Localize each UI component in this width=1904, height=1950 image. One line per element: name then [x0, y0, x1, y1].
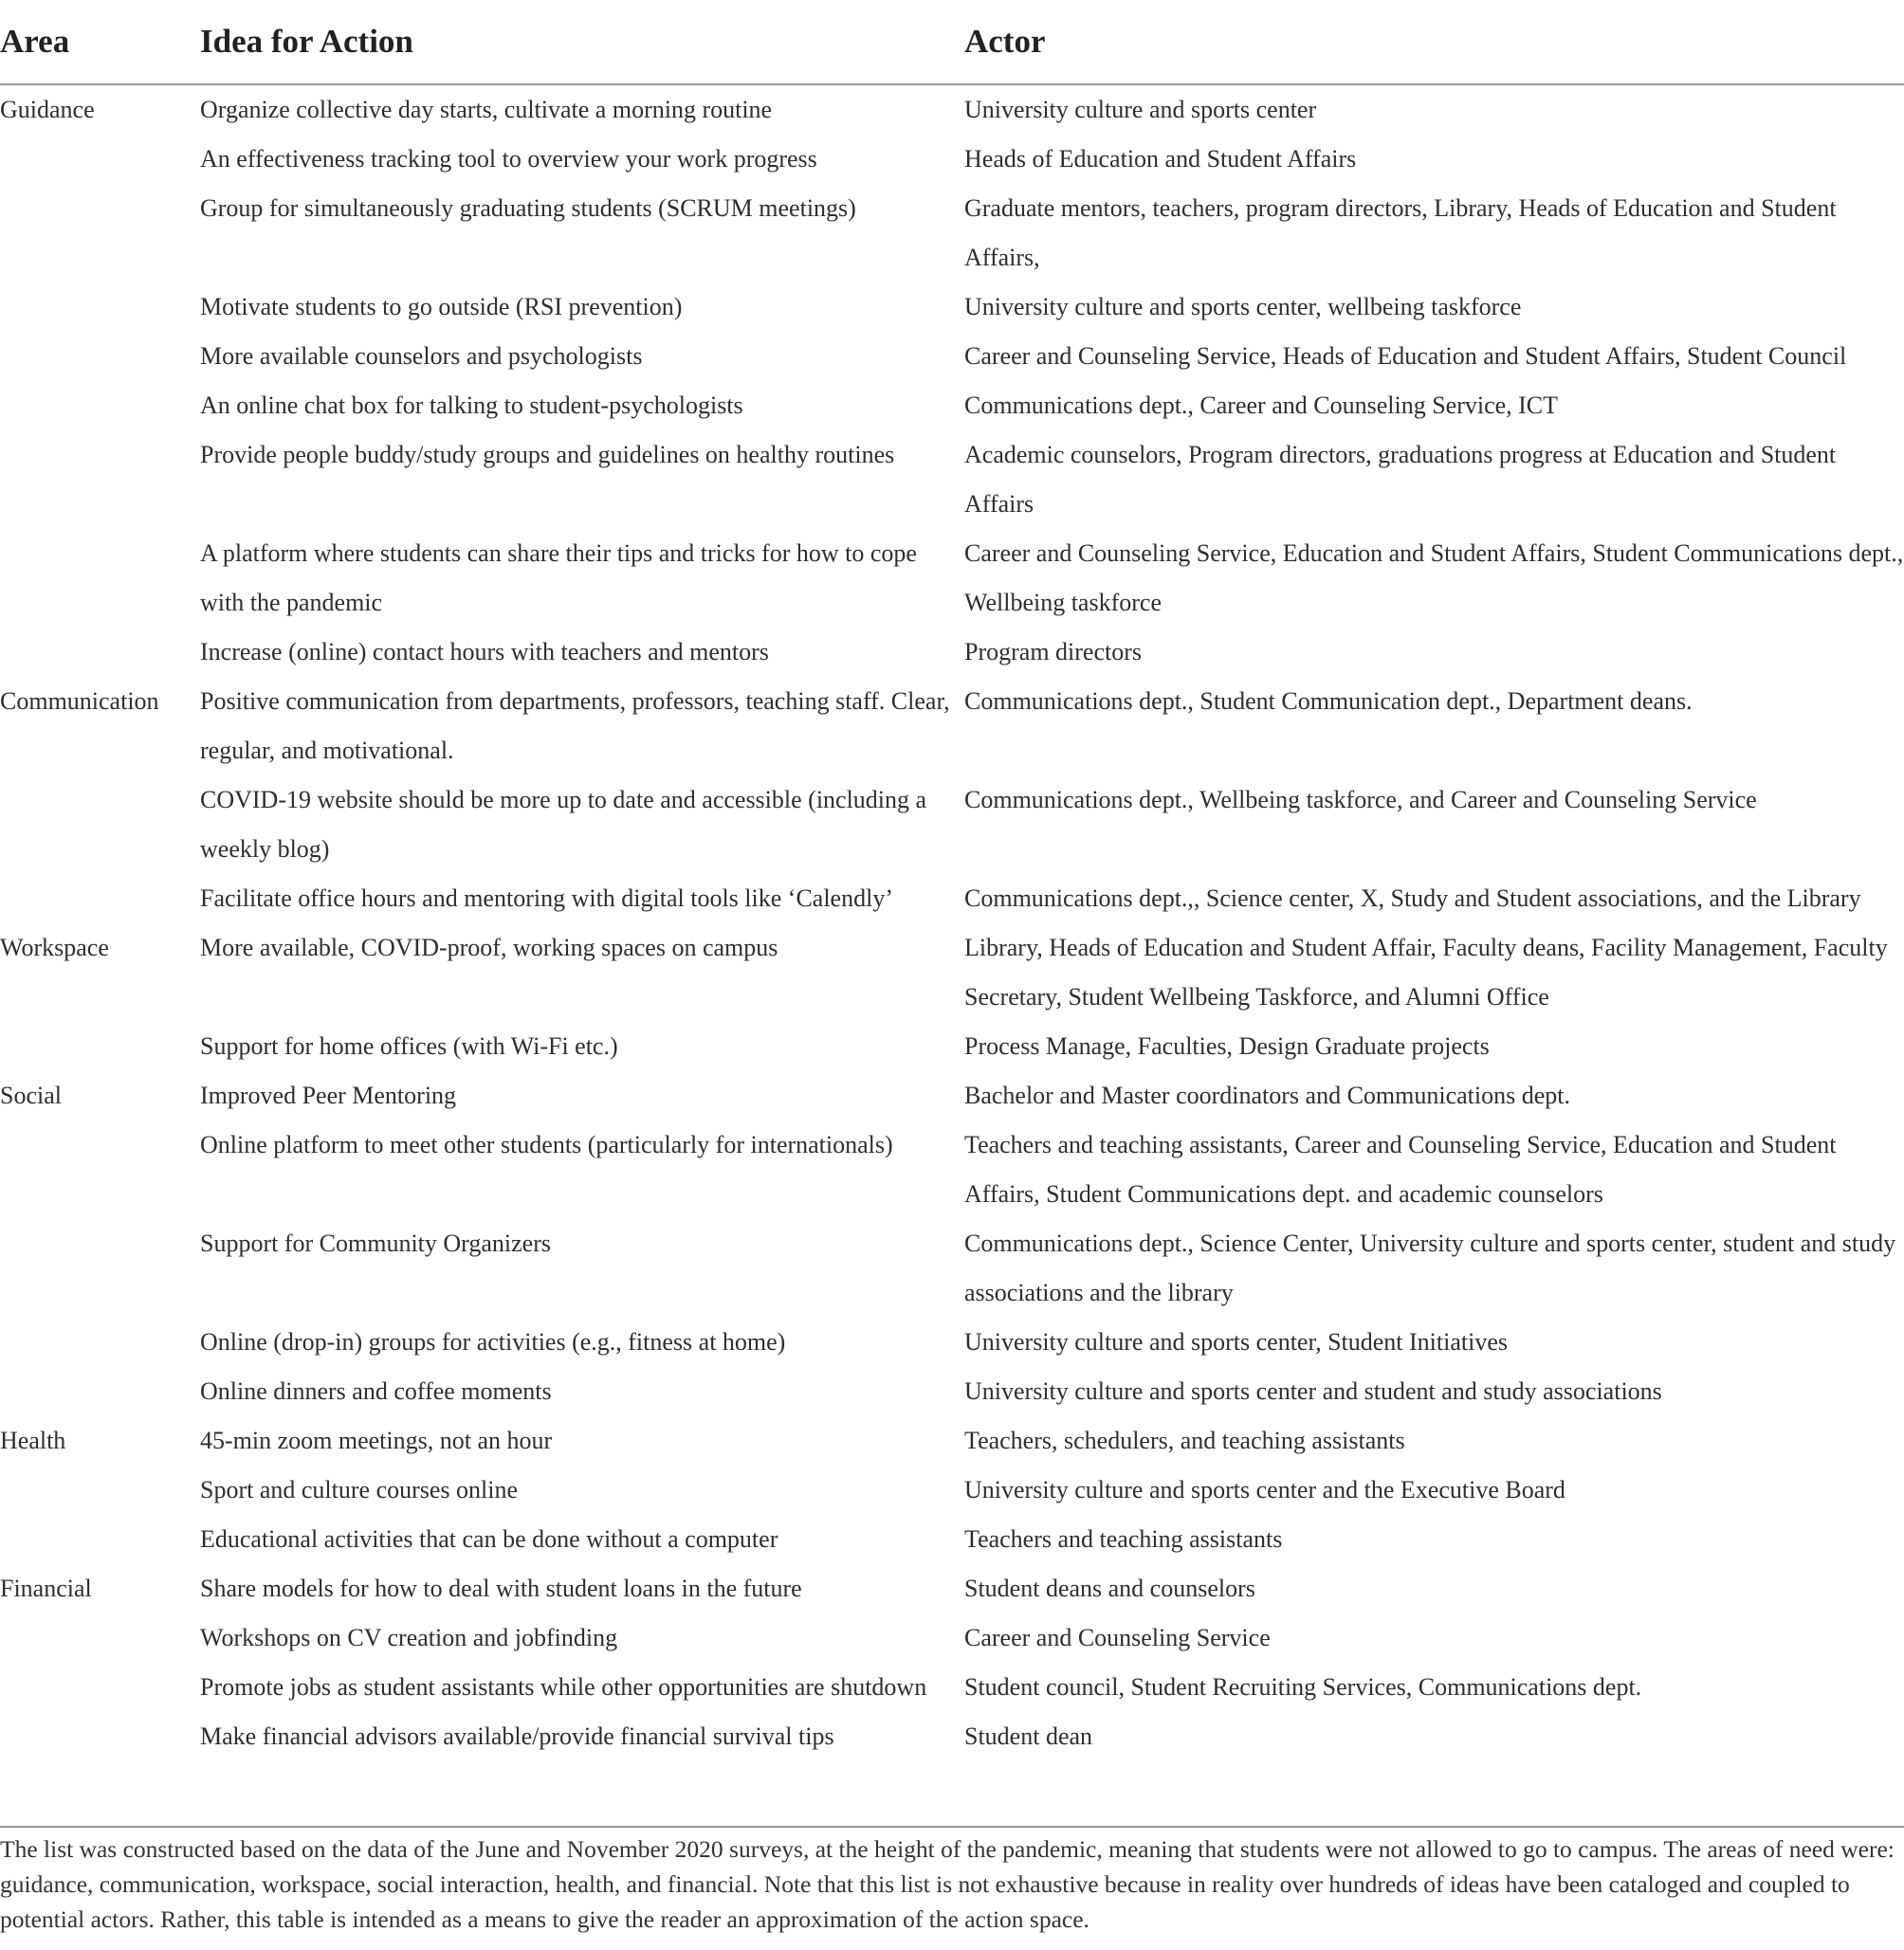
cell-area: Communication	[0, 687, 159, 715]
cell-idea: Workshops on CV creation and jobfinding	[200, 1624, 618, 1651]
table-row	[0, 332, 1904, 381]
table-footnote: The list was constructed based on the data of the June and November 2020 surveys, at the height of the pandemic, meaning that students were not allowed to go to campus. The areas of need were: guidance, communication, workspace, social interaction, health, and financial. Note that this list is not exhaustive because in reality over hundreds of ideas have been cataloged and coupled to potential actors. Rather, this table is intended as a means to give the reader an approximation of the action space.	[0, 1835, 1895, 1933]
table-row	[0, 529, 1904, 628]
cell-idea: An online chat box for talking to student-psychologists	[200, 392, 743, 419]
cell-actor: Career and Counseling Service, Heads of Education and Student Affairs, Student Council	[964, 342, 1847, 370]
cell-actor: Communications dept., Student Communication dept., Department deans.	[964, 687, 1693, 715]
cell-area: Workspace	[0, 934, 109, 961]
cell-actor: Bachelor and Master coordinators and Communications dept.	[964, 1082, 1571, 1109]
table-row	[0, 184, 1904, 282]
cell-idea: Online dinners and coffee moments	[200, 1377, 552, 1405]
cell-area	[0, 282, 200, 332]
cell-actor: Heads of Education and Student Affairs	[964, 145, 1357, 173]
cell-area	[0, 775, 200, 874]
cell-actor: Student dean	[964, 1722, 1093, 1750]
cell-actor: Library, Heads of Education and Student Affair, Faculty deans, Facility Management, Faculty Secretary, Student Wellbeing Taskforce, and Alumni Office	[964, 934, 1888, 1011]
cell-area	[0, 135, 200, 184]
cell-area	[0, 1613, 200, 1663]
header-actor: Actor	[964, 0, 1904, 84]
cell-actor: Communications dept.,, Science center, X, Study and Student associations, and the Library	[964, 884, 1861, 912]
cell-area: Social	[0, 1082, 62, 1109]
cell-idea: Organize collective day starts, cultivate a morning routine	[200, 96, 773, 123]
cell-area: Health	[0, 1427, 66, 1454]
table-header	[0, 0, 1904, 84]
cell-idea: Support for home offices (with Wi-Fi etc.)	[200, 1032, 618, 1060]
cell-actor: Communications dept., Wellbeing taskforce, and Career and Counseling Service	[964, 786, 1757, 813]
table-row	[0, 1564, 1904, 1613]
cell-actor: Teachers and teaching assistants, Career and Counseling Service, Education and Student Affairs, Student Communications dept. and academic counselors	[964, 1131, 1837, 1208]
cell-area	[0, 1219, 200, 1318]
table-row	[0, 1367, 1904, 1416]
cell-area	[0, 874, 200, 923]
cell-area	[0, 1318, 200, 1367]
cell-idea: Make financial advisors available/provide financial survival tips	[200, 1722, 834, 1750]
cell-idea: Educational activities that can be done without a computer	[200, 1525, 778, 1553]
table-row	[0, 381, 1904, 430]
cell-actor: Teachers, schedulers, and teaching assistants	[964, 1427, 1405, 1454]
cell-idea: Online platform to meet other students (particularly for internationals)	[200, 1131, 893, 1158]
cell-area	[0, 1022, 200, 1071]
table-row	[0, 775, 1904, 874]
cell-idea: Promote jobs as student assistants while other opportunities are shutdown	[200, 1673, 927, 1701]
table-row	[0, 923, 1904, 1022]
table-row	[0, 1318, 1904, 1367]
cell-actor: Teachers and teaching assistants	[964, 1525, 1283, 1553]
table-row	[0, 1121, 1904, 1219]
cell-actor: Communications dept., Career and Counseling Service, ICT	[964, 392, 1559, 419]
cell-idea: An effectiveness tracking tool to overview your work progress	[200, 145, 817, 173]
cell-actor: Program directors	[964, 638, 1143, 665]
cell-actor: University culture and sports center, Student Initiatives	[964, 1328, 1508, 1356]
table-body	[0, 84, 1904, 1767]
cell-idea: Sport and culture courses online	[200, 1476, 519, 1504]
cell-area	[0, 628, 200, 677]
cell-area: Guidance	[0, 96, 95, 123]
header-area: Area	[0, 0, 200, 84]
header-idea: Idea for Action	[200, 0, 964, 84]
table-row	[0, 1663, 1904, 1712]
cell-actor: Communications dept., Science Center, University culture and sports center, student and study associations and the library	[964, 1230, 1896, 1306]
cell-actor: Career and Counseling Service, Education and Student Affairs, Student Communications dept., Wellbeing taskforce	[964, 539, 1904, 616]
table-row	[0, 1416, 1904, 1466]
cell-area	[0, 1712, 200, 1767]
cell-actor: Student deans and counselors	[964, 1575, 1255, 1602]
cell-idea: Positive communication from departments, professors, teaching staff. Clear, regular, and motivational.	[200, 687, 950, 764]
cell-area	[0, 332, 200, 381]
table-row	[0, 430, 1904, 529]
cell-area	[0, 1367, 200, 1416]
cell-idea: A platform where students can share their tips and tricks for how to cope with the pandemic	[200, 539, 917, 616]
cell-idea: Online (drop-in) groups for activities (e.g., fitness at home)	[200, 1328, 786, 1356]
cell-idea: Support for Community Organizers	[200, 1230, 551, 1257]
cell-actor: University culture and sports center and student and study associations	[964, 1377, 1662, 1405]
cell-idea: Increase (online) contact hours with teachers and mentors	[200, 638, 769, 665]
cell-area	[0, 1121, 200, 1219]
cell-idea: More available counselors and psychologists	[200, 342, 643, 370]
cell-idea: More available, COVID-proof, working spaces on campus	[200, 934, 778, 961]
cell-actor: Academic counselors, Program directors, graduations progress at Education and Student Affairs	[964, 441, 1837, 518]
cell-idea: Motivate students to go outside (RSI prevention)	[200, 293, 683, 320]
cell-area	[0, 1515, 200, 1564]
cell-area	[0, 430, 200, 529]
cell-area	[0, 1466, 200, 1515]
cell-idea: Improved Peer Mentoring	[200, 1082, 457, 1109]
table-row	[0, 282, 1904, 332]
table-row	[0, 84, 1904, 135]
cell-actor: University culture and sports center and the Executive Board	[964, 1476, 1565, 1504]
cell-area: Financial	[0, 1575, 92, 1602]
cell-actor: University culture and sports center	[964, 96, 1317, 123]
cell-idea: Group for simultaneously graduating students (SCRUM meetings)	[200, 194, 856, 222]
table-row	[0, 1219, 1904, 1318]
table-row	[0, 1515, 1904, 1564]
table-row	[0, 1613, 1904, 1663]
table-row	[0, 135, 1904, 184]
cell-actor: Student council, Student Recruiting Services, Communications dept.	[964, 1673, 1642, 1701]
cell-area	[0, 381, 200, 430]
cell-actor: Process Manage, Faculties, Design Graduate projects	[964, 1032, 1490, 1060]
table-row	[0, 1022, 1904, 1071]
cell-idea: Share models for how to deal with student loans in the future	[200, 1575, 802, 1602]
table-row	[0, 1466, 1904, 1515]
table-row	[0, 1071, 1904, 1121]
cell-area	[0, 529, 200, 628]
table-row	[0, 677, 1904, 775]
cell-idea: Provide people buddy/study groups and guidelines on healthy routines	[200, 441, 895, 468]
cell-idea: 45-min zoom meetings, not an hour	[200, 1427, 553, 1454]
cell-idea: Facilitate office hours and mentoring with digital tools like ‘Calendly’	[200, 884, 893, 912]
cell-idea: COVID-19 website should be more up to date and accessible (including a weekly blog)	[200, 786, 927, 863]
cell-actor: Graduate mentors, teachers, program directors, Library, Heads of Education and Student Affairs,	[964, 194, 1837, 271]
cell-area	[0, 184, 200, 282]
table-row	[0, 628, 1904, 677]
table-row	[0, 874, 1904, 923]
header-row	[0, 0, 1904, 84]
cell-actor: Career and Counseling Service	[964, 1624, 1271, 1651]
cell-area	[0, 1663, 200, 1712]
cell-actor: University culture and sports center, wellbeing taskforce	[964, 293, 1522, 320]
table-bottom-rule	[0, 1826, 1904, 1828]
table-row	[0, 1712, 1904, 1767]
